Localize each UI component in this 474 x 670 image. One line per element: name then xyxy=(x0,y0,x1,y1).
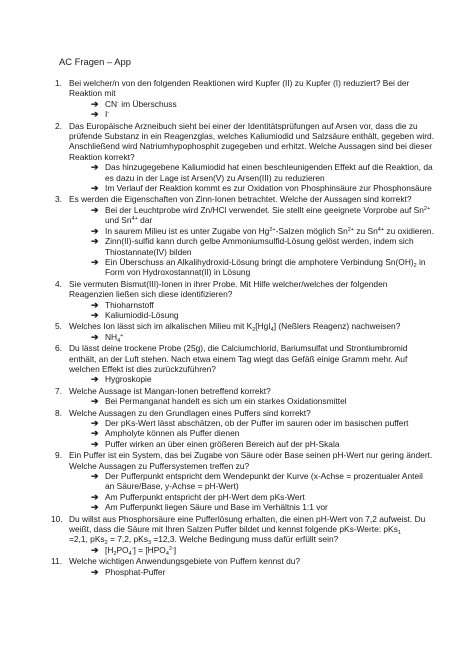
question-number: 7. xyxy=(55,385,62,396)
arrow-right-icon: ➔ xyxy=(91,566,99,577)
arrow-right-icon: ➔ xyxy=(91,374,99,385)
answer-item: ➔ Bei Permanganat handelt es sich um ein starkes Oxidationsmittel xyxy=(91,396,347,407)
answer-item: ➔ Puffer wirken an über einen größeren Bereich auf der pH-Skala xyxy=(91,438,340,449)
answer-item: ➔ Am Pufferpunkt entspricht der pH-Wert dem pKs-Wert xyxy=(91,491,305,502)
arrow-right-icon: ➔ xyxy=(91,471,99,482)
answer-item: ➔ I- xyxy=(91,109,110,120)
question-text: Das Europäische Arzneibuch sieht bei einer der Identitätsprüfungen auf Arsen vor, dass die zu prüfende Substanz in ein Reagenzglas, welches Kaliumiodid und Salzsäure enthält, gegeben wird. Anschließend wird Natriumhypophosphit zugegeben und erhitzt. Welche Aussagen sind bei dieser Reaktion korrekt? xyxy=(69,120,435,162)
answer-item: ➔ Ein Überschuss an Alkalihydroxid-Lösung bringt die amphotere Verbindung $Sn(OH)_2$ in Form von Hydroxostannat(II) in Lösung xyxy=(91,256,426,278)
question-text: Es werden die Eigenschaften von Zinn-Ionen betrachtet. Welche der Aussagen sind korrekt? xyxy=(69,194,412,205)
question-text: Welches Ion lässt sich im alkalischen Milieu mit $K_2[HgI_4]$ (Neßlers Reagenz) nachweisen? xyxy=(69,321,401,334)
question-9 xyxy=(47,450,434,471)
arrow-right-icon: ➔ xyxy=(91,204,99,215)
question-11 xyxy=(47,556,434,566)
arrow-right-icon: ➔ xyxy=(91,256,99,267)
answer-item: ➔ Im Verlauf der Reaktion kommt es zur Oxidation von Phosphinsäure zur Phosphonsäure xyxy=(91,183,432,194)
question-number: 11. xyxy=(51,556,63,567)
question-text: Welche wichtigen Anwendungsgebiete von Puffern kennst du? xyxy=(69,556,301,567)
question-number: 1. xyxy=(55,78,62,88)
arrow-right-icon: ➔ xyxy=(91,491,99,502)
arrow-right-icon: ➔ xyxy=(91,396,99,407)
arrow-right-icon: ➔ xyxy=(91,428,99,439)
arrow-right-icon: ➔ xyxy=(91,309,99,320)
answer-item: ➔ Bei der Leuchtprobe wird Zn/HCl verwendet. Sie stellt eine geeignete Vorprobe auf $Sn^{2+}$ und $Sn^{4+}$ dar xyxy=(91,204,431,226)
question-text: Du willst aus Phosphorsäure eine Pufferlösung erhalten, die einen pH-Wert von 7,2 aufweist. Du weißt, dass die Säure mit Ihren Salzen Puffer bildet und kennst folgende pKs-Werte: pKs$_1$ =2,1, pKs$_2$ = 7,2, pKs$_3$ =12,3. Welche Bedingung muss dafür erfüllt sein? xyxy=(69,513,426,547)
question-8 xyxy=(47,408,434,418)
question-number: 10. xyxy=(51,513,63,524)
question-6 xyxy=(47,343,434,374)
answer-item: ➔ Phosphat-Puffer xyxy=(91,566,166,577)
arrow-right-icon: ➔ xyxy=(91,162,99,173)
answer-item: ➔ $[H_2PO_4^-] = [HPO_4^{2-}]$ xyxy=(91,544,177,557)
arrow-right-icon: ➔ xyxy=(91,544,99,555)
question-10 xyxy=(47,514,434,545)
answer-item: ➔ In saurem Milieu ist es unter Zugabe von $Hg^{2+}$-Salzen möglich $Sn^{2+}$ zu $Sn^{4+}$ zu oxidieren. xyxy=(91,225,434,236)
arrow-right-icon: ➔ xyxy=(91,225,99,236)
question-number: 5. xyxy=(55,321,62,332)
question-number: 8. xyxy=(55,407,62,418)
question-3 xyxy=(47,194,434,204)
answer-item: ➔ CN- im Überschuss xyxy=(91,98,177,109)
answer-item: ➔ Der Pufferpunkt entspricht dem Wendepunkt der Kurve (x-Achse = prozentualer Anteil an Säure/Base, y-Achse = pH-Wert) xyxy=(91,471,423,492)
answer-item: ➔ Hygroskopie xyxy=(91,374,152,385)
question-number: 9. xyxy=(55,450,62,461)
arrow-right-icon: ➔ xyxy=(91,438,99,449)
question-2 xyxy=(47,121,434,163)
question-number: 2. xyxy=(55,120,62,131)
question-number: 6. xyxy=(55,343,62,354)
question-number: 4. xyxy=(55,278,62,289)
arrow-right-icon: ➔ xyxy=(91,299,99,310)
arrow-right-icon: ➔ xyxy=(91,502,99,513)
question-text: Welche Aussagen zu den Grundlagen eines Puffers sind korrekt? xyxy=(69,407,311,418)
question-number: 3. xyxy=(55,194,62,205)
answer-item: ➔ Ampholyte können als Puffer dienen xyxy=(91,428,240,439)
question-text: Bei welcher/n von den folgenden Reaktionen wird Kupfer (II) zu Kupfer (I) reduziert? Bei der Reaktion mit xyxy=(69,78,410,99)
question-1 xyxy=(47,78,434,99)
answer-item: ➔ Zinn(II)-sulfid kann durch gelbe Ammoniumsulfid-Lösung gelöst werden, indem sich Thiostannate(IV) bilden xyxy=(91,236,414,257)
question-text: Ein Puffer ist ein System, das bei Zugabe von Säure oder Base seinen pH-Wert nur gering ändert. Welche Aussagen zu Puffersystemen treffen zu? xyxy=(69,450,433,471)
question-text: Sie vermuten Bismut(III)-Ionen in ihrer Probe. Mit Hilfe welcher/welches der folgenden Reagenzien ließen sich diese identifizieren? xyxy=(69,278,388,300)
arrow-right-icon: ➔ xyxy=(91,109,99,120)
question-4 xyxy=(47,279,434,300)
question-5 xyxy=(47,321,434,334)
question-7 xyxy=(47,386,434,396)
arrow-right-icon: ➔ xyxy=(91,418,99,428)
question-text: Du lässt deine trockene Probe (25g), die Calciumchlorid, Bariumsulfat und Strontiumbromid enthält, an der Luft stehen. Nach etwa einem Tag wiegt das Gefäß einige Gramm mehr. Auf welchen Effekt ist dies zurückzuführen? xyxy=(69,343,408,374)
answer-item: ➔ Am Pufferpunkt liegen Säure und Base im Verhältnis 1:1 vor xyxy=(91,502,328,513)
arrow-right-icon: ➔ xyxy=(91,331,99,342)
answer-item: ➔ Das hinzugegebene Kaliumiodid hat einen beschleunigenden Effekt auf die Reaktion, da es dazu in der Lage ist Arsen(V) zu Arsen(III) zu reduzieren xyxy=(91,162,433,183)
answer-item: ➔ Thioharnstoff xyxy=(91,299,154,310)
arrow-right-icon: ➔ xyxy=(91,236,99,247)
answer-item: ➔ Der pKs-Wert lässt abschätzen, ob der Puffer im sauren oder im basischen puffert xyxy=(91,418,409,428)
question-text: Welche Aussage ist Mangan-Ionen betreffend korrekt? xyxy=(69,385,271,396)
document-title: AC Fragen – App xyxy=(59,56,131,67)
arrow-right-icon: ➔ xyxy=(91,183,99,194)
answer-item: ➔ Kaliumiodid-Lösung xyxy=(91,309,179,320)
answer-item: ➔ $NH_4^+$ xyxy=(91,331,124,344)
arrow-right-icon: ➔ xyxy=(91,98,99,109)
